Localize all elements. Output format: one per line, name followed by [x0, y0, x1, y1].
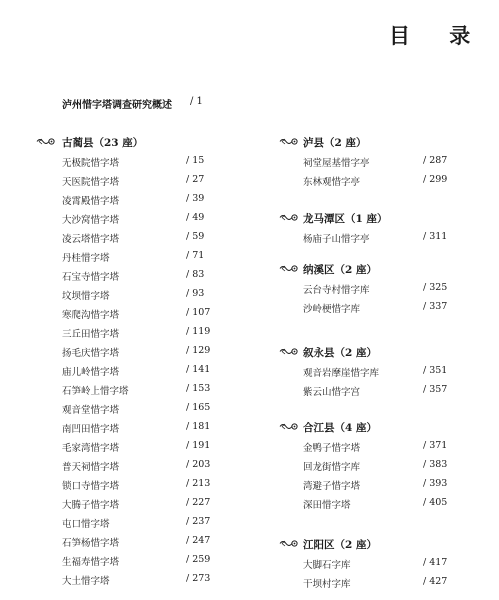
toc-entry-page: / 83 [186, 269, 205, 280]
toc-entry-page: / 141 [186, 364, 211, 375]
toc-entry-page: / 15 [186, 155, 205, 166]
toc-entry-title: 锁口寺惜字塔 [62, 481, 120, 492]
toc-entry-page: / 337 [423, 301, 448, 312]
toc-entry-page: / 119 [186, 326, 211, 337]
toc-entry-title: 庙儿岭惜字塔 [62, 367, 120, 378]
toc-entry-title: 石笋杨惜字塔 [62, 538, 120, 549]
toc-entry-page: / 203 [186, 459, 211, 470]
toc-entry-page: / 299 [423, 174, 448, 185]
toc-entry-title: 东林观惜字亭 [303, 177, 361, 188]
toc-entry-page: / 93 [186, 288, 205, 299]
toc-entry-title: 湾避子惜字塔 [303, 481, 361, 492]
toc-entry-page: / 357 [423, 384, 448, 395]
toc-entry-title: 大腾子惜字塔 [62, 500, 120, 511]
toc-entry-title: 生福寿惜字塔 [62, 557, 120, 568]
section-heading-label: 合江县（4 座） [303, 422, 377, 434]
intro-page-number: / 1 [190, 96, 203, 107]
toc-entry-page: / 325 [423, 282, 448, 293]
ornament-icon [279, 137, 299, 146]
toc-entry-title: 石笋岭上惜字塔 [62, 386, 129, 397]
toc-entry-page: / 427 [423, 576, 448, 587]
toc-entry-title: 杨庙子山惜字亭 [303, 234, 370, 245]
toc-entry-title: 三丘田惜字塔 [62, 329, 120, 340]
toc-entry-page: / 71 [186, 250, 205, 261]
toc-entry-page: / 39 [186, 193, 205, 204]
toc-entry-title: 石宝寺惜字塔 [62, 272, 120, 283]
toc-entry-page: / 351 [423, 365, 448, 376]
toc-entry-page: / 247 [186, 535, 211, 546]
toc-entry-title: 观音堂惜字塔 [62, 405, 120, 416]
section-heading-label: 泸县（2 座） [303, 137, 367, 149]
ornament-icon [279, 264, 299, 273]
ornament-icon [279, 347, 299, 356]
toc-entry-page: / 393 [423, 478, 448, 489]
toc-entry-page: / 181 [186, 421, 211, 432]
intro-title: 泸州惜字塔调查研究概述 [62, 100, 172, 111]
toc-entry-title: 寒爬沟惜字塔 [62, 310, 120, 321]
section-heading-label: 龙马潭区（1 座） [303, 213, 388, 225]
toc-entry-title: 屯口惜字塔 [62, 519, 110, 530]
toc-entry-page: / 153 [186, 383, 211, 394]
toc-entry-title: 大土惜字塔 [62, 576, 110, 587]
toc-entry-title: 紫云山惜字宫 [303, 387, 361, 398]
ornament-icon [279, 422, 299, 431]
toc-entry-page: / 417 [423, 557, 448, 568]
section-heading-label: 江阳区（2 座） [303, 539, 377, 551]
toc-entry-title: 大脚石字库 [303, 560, 351, 571]
toc-entry-page: / 107 [186, 307, 211, 318]
toc-entry-title: 沙岭梗惜字库 [303, 304, 361, 315]
page-title: 目 录 [389, 23, 487, 48]
toc-entry-title: 南凹田惜字塔 [62, 424, 120, 435]
toc-entry-page: / 237 [186, 516, 211, 527]
toc-entry-title: 金鸭子惜字塔 [303, 443, 361, 454]
toc-entry-title: 毛家湾惜字塔 [62, 443, 120, 454]
toc-entry-page: / 59 [186, 231, 205, 242]
toc-entry-page: / 165 [186, 402, 211, 413]
toc-entry-page: / 227 [186, 497, 211, 508]
toc-entry-page: / 27 [186, 174, 205, 185]
intro-entry[interactable] [62, 96, 212, 111]
toc-entry-title: 凌云塔惜字塔 [62, 234, 120, 245]
toc-entry-page: / 259 [186, 554, 211, 565]
toc-entry-page: / 213 [186, 478, 211, 489]
toc-entry-page: / 311 [423, 231, 448, 242]
section-heading-label: 叙永县（2 座） [303, 347, 377, 359]
toc-entry-page: / 191 [186, 440, 211, 451]
toc-entry-page: / 405 [423, 497, 448, 508]
section-heading-label: 纳溪区（2 座） [303, 264, 377, 276]
toc-entry-page: / 49 [186, 212, 205, 223]
ornament-icon [279, 539, 299, 548]
toc-entry-title: 扬毛庆惜字塔 [62, 348, 120, 359]
toc-entry-title: 祠堂屋基惜字亭 [303, 158, 370, 169]
ornament-icon [36, 137, 56, 146]
toc-entry-page: / 287 [423, 155, 448, 166]
toc-entry-title: 天医院惜字塔 [62, 177, 120, 188]
toc-entry-title: 凌霄殿惜字塔 [62, 196, 120, 207]
toc-entry-page: / 371 [423, 440, 448, 451]
toc-entry-title: 深田惜字塔 [303, 500, 351, 511]
toc-entry-title: 坟坝惜字塔 [62, 291, 110, 302]
ornament-icon [279, 213, 299, 222]
toc-entry-title: 回龙街惜字库 [303, 462, 361, 473]
toc-entry-title: 普天祠惜字塔 [62, 462, 120, 473]
toc-entry-title: 无极院惜字塔 [62, 158, 120, 169]
toc-entry-title: 干坝村字库 [303, 579, 351, 590]
toc-entry-title: 丹桂惜字塔 [62, 253, 110, 264]
toc-entry-title: 大沙窝惜字塔 [62, 215, 120, 226]
toc-entry-title: 观音岩摩崖惜字库 [303, 368, 380, 379]
toc-entry-title: 云台寺村惜字库 [303, 285, 370, 296]
toc-entry-page: / 383 [423, 459, 448, 470]
section-heading-label: 古蔺县（23 座） [62, 137, 144, 149]
toc-entry-page: / 273 [186, 573, 211, 584]
toc-entry-page: / 129 [186, 345, 211, 356]
